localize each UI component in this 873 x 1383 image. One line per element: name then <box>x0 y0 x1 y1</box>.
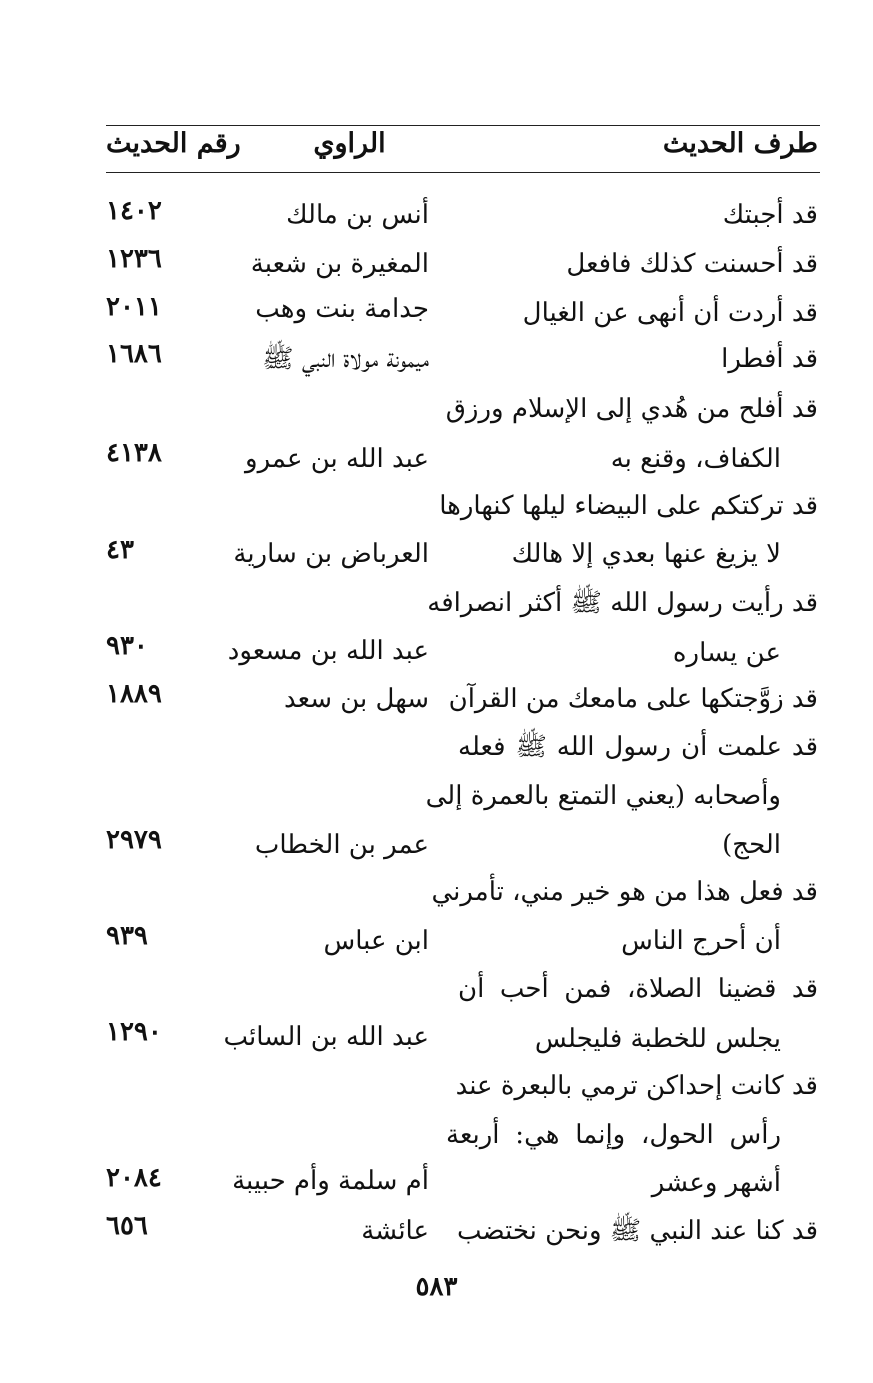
hadith-number: ٦٥٦ <box>106 1211 148 1241</box>
hadith-number: ١٢٩٠ <box>106 1017 162 1047</box>
hadith-number: ٢٠٨٤ <box>106 1163 162 1193</box>
hadith-text-line: قد كنا عند النبي ﷺ ونحن نختضب <box>456 1216 818 1246</box>
header-hadith-title: طرف الحديث <box>662 128 818 159</box>
narrator-name: جدامة بنت وهب <box>255 294 429 324</box>
hadith-text-line: رأس الحول، وإنما هي: أربعة <box>446 1120 781 1150</box>
top-rule <box>106 125 820 126</box>
hadith-text-line: قد زوَّجتكها على مامعك من القرآن <box>448 684 818 714</box>
hadith-number: ٩٣٠ <box>106 631 148 661</box>
hadith-number: ١٨٨٩ <box>106 679 162 709</box>
hadith-number: ١٢٣٦ <box>106 244 162 274</box>
hadith-text-line: يجلس للخطبة فليجلس <box>534 1024 781 1054</box>
hadith-text-line: قد فعل هذا من هو خير مني، تأمرني <box>431 877 818 907</box>
header-number-title: رقم الحديث <box>106 128 241 159</box>
hadith-text-line: قد رأيت رسول الله ﷺ أكثر انصرافه <box>427 588 818 618</box>
narrator-name: سهل بن سعد <box>284 684 429 714</box>
hadith-number: ٤٣ <box>106 535 134 565</box>
narrator-name: ميمونة مولاة النبي ﷺ <box>262 344 429 374</box>
hadith-text-line: أن أحرج الناس <box>621 926 781 956</box>
hadith-text-line: قد أجبتك <box>722 200 818 230</box>
hadith-text-line: أشهر وعشر <box>651 1168 781 1198</box>
narrator-name: ابن عباس <box>323 926 429 956</box>
hadith-text-line: قد علمت أن رسول الله ﷺ فعله <box>458 732 818 762</box>
hadith-text-line: قد أفطرا <box>721 344 818 374</box>
hadith-text-line: عن يساره <box>672 638 781 668</box>
hadith-number: ٢٩٧٩ <box>106 825 162 855</box>
hadith-text-line: قد أحسنت كذلك فافعل <box>566 249 818 279</box>
hadith-text-line: الحج) <box>722 830 781 860</box>
hadith-text-line: وأصحابه (يعني التمتع بالعمرة إلى <box>425 781 781 811</box>
narrator-name: أنس بن مالك <box>286 200 429 230</box>
header-bottom-rule <box>106 172 820 173</box>
hadith-number: ١٦٨٦ <box>106 339 162 369</box>
narrator-name: عائشة <box>361 1216 429 1246</box>
hadith-text-line: قد قضينا الصلاة، فمن أحب أن <box>458 974 818 1004</box>
hadith-text-line: قد أفلح من هُدي إلى الإسلام ورزق <box>445 394 818 424</box>
hadith-number: ٩٣٩ <box>106 921 148 951</box>
page-number: ٥٨٣ <box>415 1272 458 1302</box>
hadith-number: ٢٠١١ <box>106 292 162 322</box>
narrator-name: عمر بن الخطاب <box>254 830 429 860</box>
narrator-name: العرباض بن سارية <box>233 539 429 569</box>
narrator-name: عبد الله بن عمرو <box>245 444 429 474</box>
narrator-name: عبد الله بن مسعود <box>227 636 429 666</box>
hadith-number: ٤١٣٨ <box>106 438 162 468</box>
hadith-text-line: قد أردت أن أنهى عن الغيال <box>522 298 818 328</box>
narrator-name: أم سلمة وأم حبيبة <box>232 1166 429 1196</box>
hadith-text-line: قد تركتكم على البيضاء ليلها كنهارها <box>439 491 818 521</box>
hadith-number: ١٤٠٢ <box>106 196 162 226</box>
narrator-name: عبد الله بن السائب <box>223 1022 429 1052</box>
hadith-text-line: الكفاف، وقنع به <box>610 444 781 474</box>
hadith-text-line: قد كانت إحداكن ترمي بالبعرة عند <box>455 1071 818 1101</box>
header-narrator-title: الراوي <box>313 128 386 159</box>
hadith-text-line: لا يزيغ عنها بعدي إلا هالك <box>511 539 781 569</box>
narrator-name: المغيرة بن شعبة <box>250 249 429 279</box>
